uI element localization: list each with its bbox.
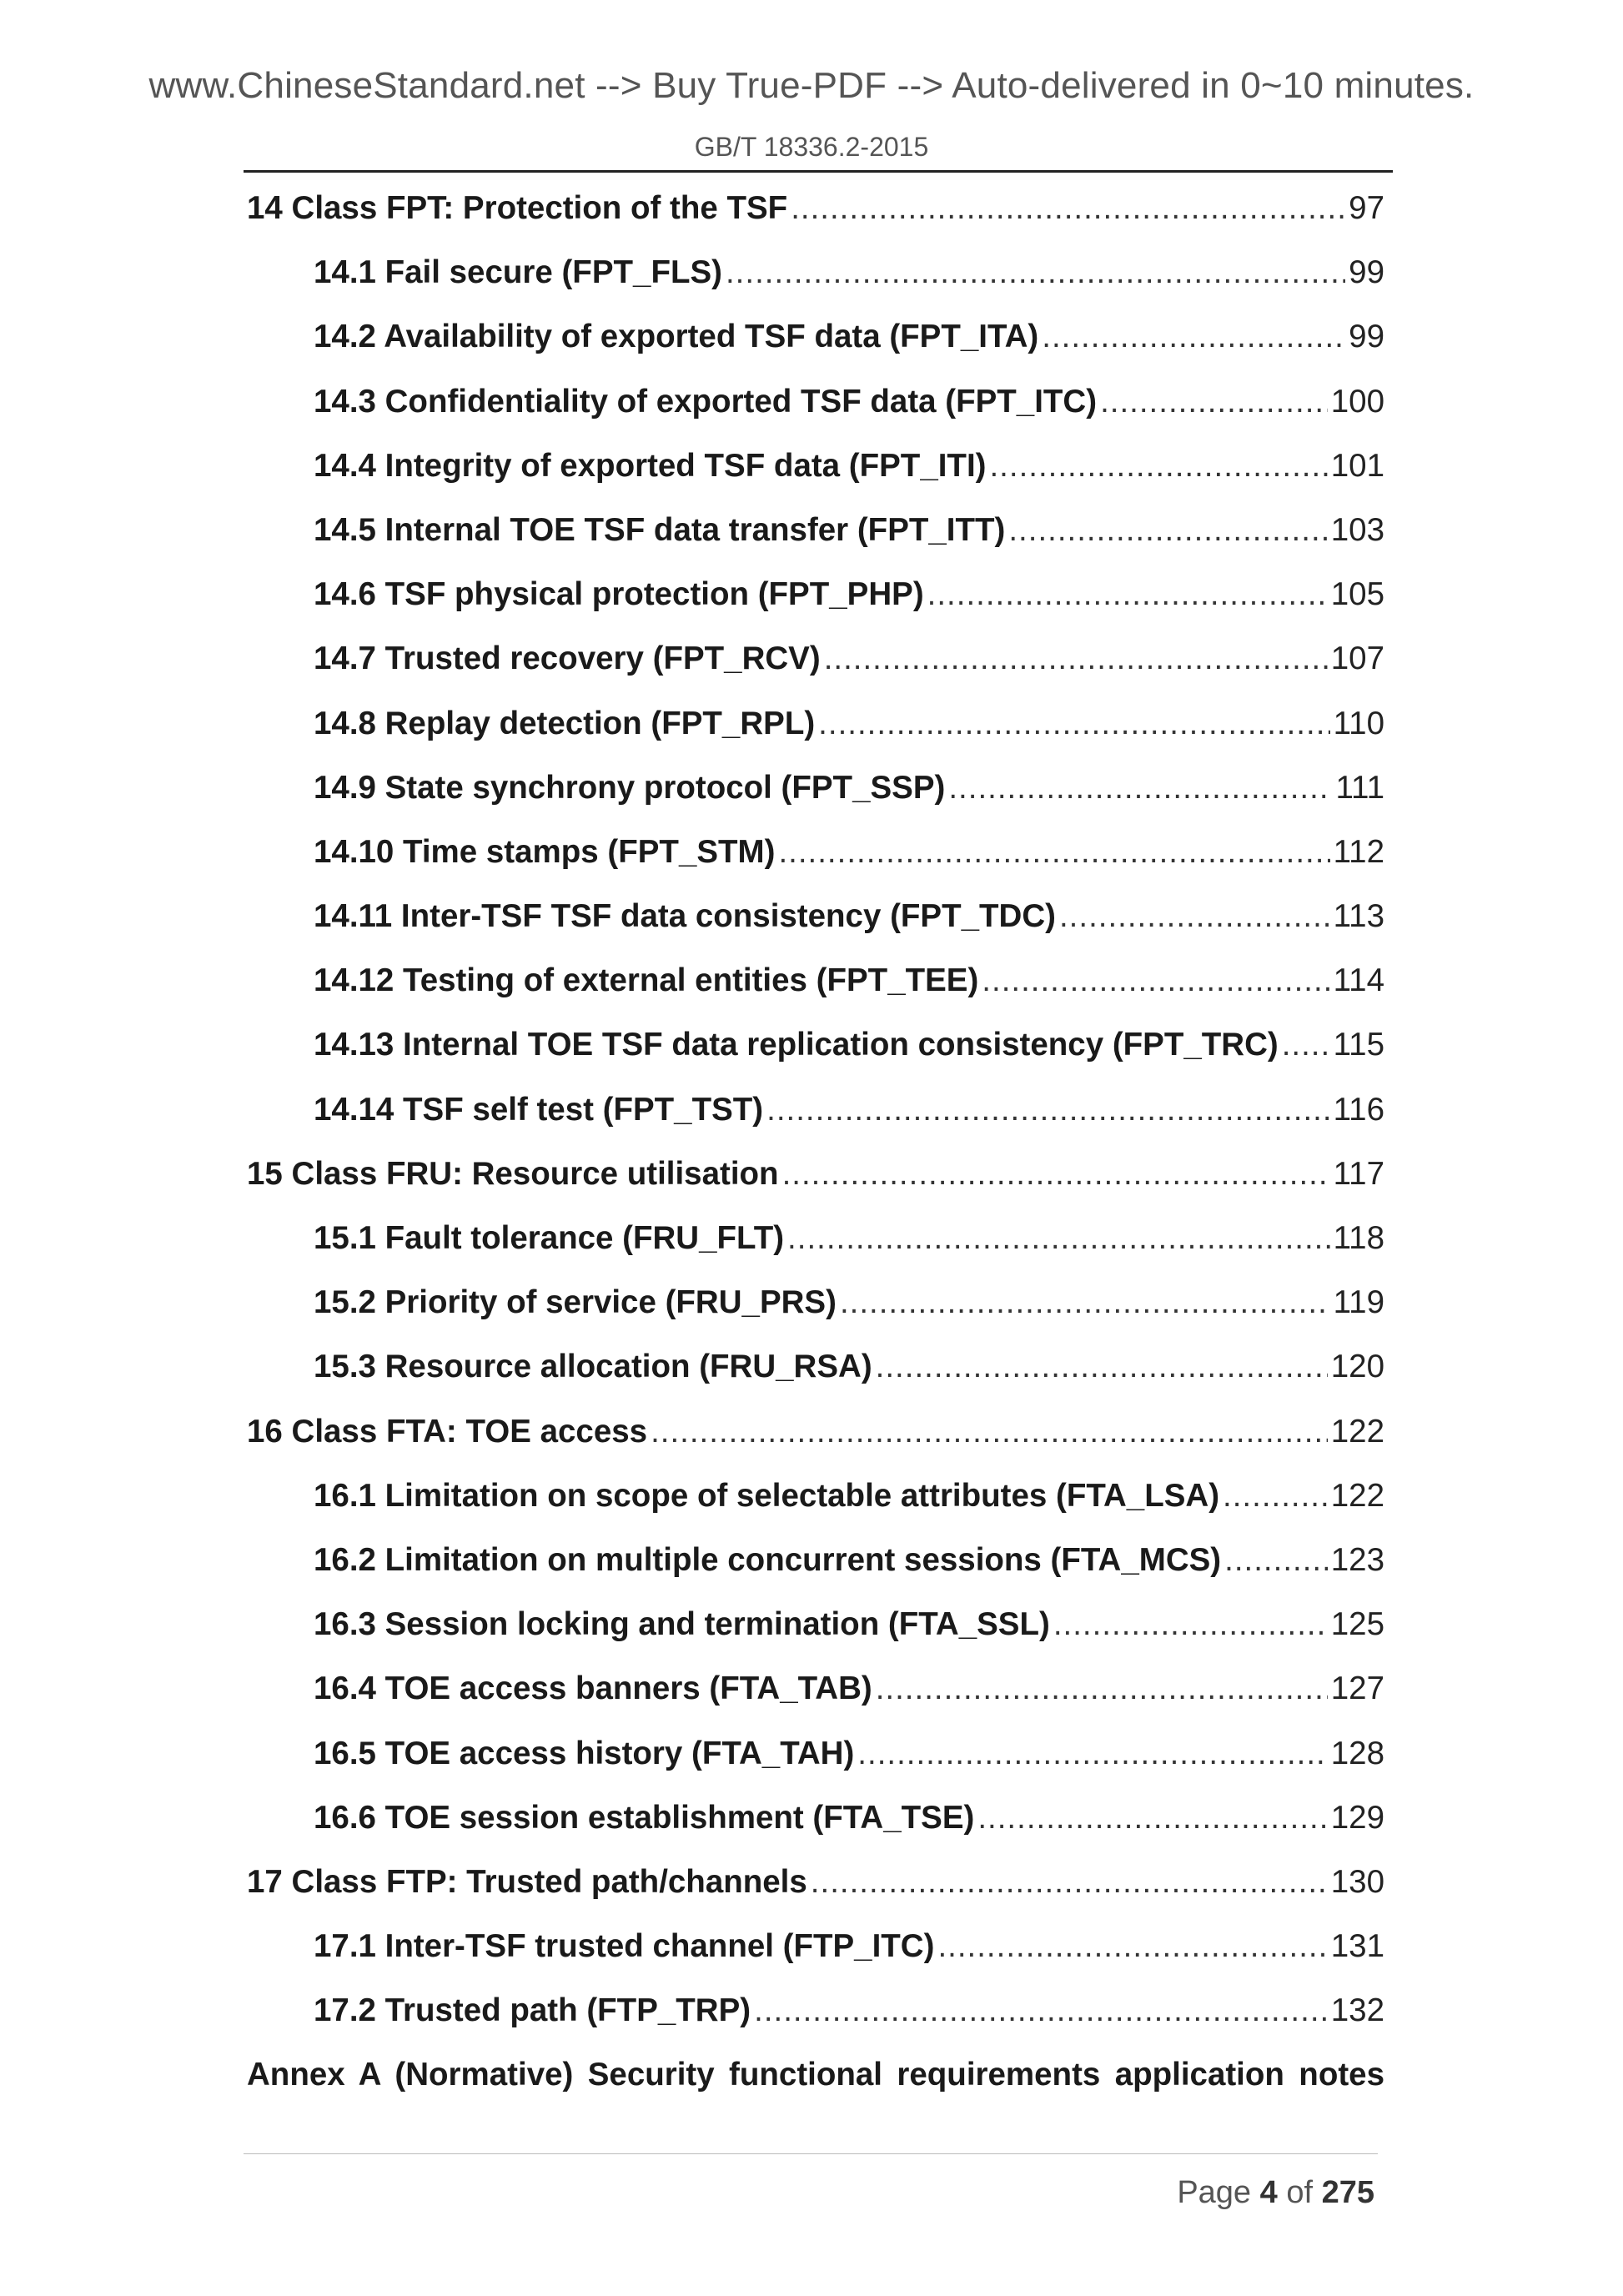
toc-entry[interactable]: [247, 254, 1384, 319]
toc-entry[interactable]: [247, 641, 1384, 705]
toc-entry[interactable]: [247, 190, 1384, 254]
toc-dot-leader: [1042, 319, 1345, 355]
toc-entry-page: 114: [1333, 962, 1384, 999]
toc-entry-page: 130: [1330, 1863, 1384, 1900]
toc-dot-leader: [1059, 898, 1330, 935]
toc-dot-leader: [977, 1800, 1327, 1836]
toc-entry-page: 117: [1333, 1155, 1384, 1192]
toc-dot-leader: [989, 448, 1327, 485]
toc-entry-page: 127: [1330, 1671, 1384, 1707]
toc-entry-page: 129: [1330, 1799, 1384, 1836]
toc-entry[interactable]: [247, 1349, 1384, 1413]
toc-entry[interactable]: [247, 1992, 1384, 2057]
toc-entry[interactable]: [247, 770, 1384, 834]
toc-entry[interactable]: [247, 576, 1384, 641]
of-label: of: [1286, 2175, 1314, 2210]
toc-dot-leader: [824, 641, 1328, 677]
toc-dot-leader: [1223, 1478, 1328, 1515]
toc-entry[interactable]: [247, 1156, 1384, 1220]
toc-entry[interactable]: [247, 962, 1384, 1027]
toc-dot-leader: [754, 1992, 1328, 2029]
toc-entry[interactable]: [247, 1284, 1384, 1349]
toc-entry-title: 16.5 TOE access history (FTA_TAH): [314, 1735, 855, 1771]
toc-entry-title: 14.9 State synchrony protocol (FPT_SSP): [314, 769, 946, 806]
toc-entry-page: 116: [1333, 1091, 1384, 1128]
toc-entry-title: 16 Class FTA: TOE access: [247, 1413, 648, 1449]
toc-entry-page: 122: [1330, 1413, 1384, 1449]
toc-entry-title: 16.3 Session locking and termination (FTA_SSL): [314, 1606, 1050, 1643]
total-pages-number: 275: [1321, 2175, 1374, 2210]
toc-dot-leader: [778, 834, 1329, 871]
toc-entry-title: 14.5 Internal TOE TSF data transfer (FPT_ITT): [314, 511, 1006, 548]
toc-dot-leader: [857, 1736, 1327, 1772]
current-page-number: 4: [1259, 2175, 1278, 2210]
toc-dot-leader: [1224, 1542, 1328, 1579]
toc-entry-page: 107: [1330, 641, 1384, 677]
toc-entry-page: 118: [1333, 1220, 1384, 1256]
toc-dot-leader: [927, 576, 1328, 613]
toc-dot-leader: [782, 1156, 1330, 1193]
toc-entry-title: 16.1 Limitation on scope of selectable attributes (FTA_LSA): [314, 1477, 1220, 1514]
toc-entry-page: 111: [1335, 769, 1384, 806]
toc-entry-page: 113: [1333, 898, 1384, 935]
toc-entry-page: 128: [1330, 1735, 1384, 1771]
footer-divider: [244, 2153, 1378, 2154]
toc-entry-title: 16.2 Limitation on multiple concurrent sessions (FTA_MCS): [314, 1541, 1222, 1578]
toc-dot-leader: [948, 770, 1332, 806]
toc-entry[interactable]: [247, 898, 1384, 962]
toc-dot-leader: [1100, 384, 1328, 420]
toc-entry-title: 14.12 Testing of external entities (FPT_TEE): [314, 962, 979, 999]
toc-entry[interactable]: [247, 448, 1384, 512]
toc-entry[interactable]: [247, 319, 1384, 383]
toc-dot-leader: [876, 1671, 1328, 1707]
toc-entry-page: 123: [1330, 1541, 1384, 1578]
site-banner[interactable]: www.ChineseStandard.net --> Buy True-PDF --> Auto-delivered in 0~10 minutes.: [148, 65, 1475, 106]
toc-entry-title: Annex A (Normative) Security functional requirements application notes: [247, 2057, 1384, 2093]
toc-dot-leader: [1008, 512, 1327, 549]
toc-entry-title: 14.10 Time stamps (FPT_STM): [314, 833, 776, 870]
toc-entry[interactable]: [247, 1671, 1384, 1735]
toc-entry-page: 119: [1333, 1284, 1384, 1321]
toc-entry-title: 14.6 TSF physical protection (FPT_PHP): [314, 576, 924, 613]
toc-entry[interactable]: [247, 512, 1384, 576]
toc-entry-page: 122: [1330, 1477, 1384, 1514]
standard-code: GB/T 18336.2-2015: [694, 132, 929, 162]
toc-entry-page: 97: [1349, 190, 1384, 226]
toc-entry-title: 14.14 TSF self test (FPT_TST): [314, 1091, 764, 1128]
toc-entry-page: 112: [1333, 833, 1384, 870]
toc-entry-title: 14.8 Replay detection (FPT_RPL): [314, 705, 816, 741]
toc-entry-title: 14.3 Confidentiality of exported TSF data (FPT_ITC): [314, 383, 1098, 420]
toc-dot-leader: [651, 1414, 1328, 1450]
toc-entry-title: 14.13 Internal TOE TSF data replication consistency (FPT_TRC): [314, 1027, 1279, 1063]
toc-entry-page: 110: [1333, 705, 1384, 741]
toc-dot-leader: [726, 254, 1345, 291]
toc-entry[interactable]: [247, 1414, 1384, 1478]
toc-dot-leader: [791, 190, 1345, 227]
toc-dot-leader: [811, 1864, 1328, 1901]
toc-entry-title: 16.4 TOE access banners (FTA_TAB): [314, 1671, 872, 1707]
toc-dot-leader: [818, 706, 1329, 742]
toc-entry-title: 14.2 Availability of exported TSF data (FPT_ITA): [314, 319, 1039, 355]
toc-dot-leader: [840, 1284, 1330, 1321]
page-label: Page: [1177, 2175, 1252, 2210]
toc-entry-page: 131: [1330, 1928, 1384, 1965]
toc-entry-title: 14.1 Fail secure (FPT_FLS): [314, 254, 722, 291]
toc-entry[interactable]: [247, 384, 1384, 448]
page-footer: [0, 2175, 1374, 2211]
toc-dot-leader: [937, 1928, 1327, 1965]
toc-dot-leader: [766, 1092, 1329, 1128]
toc-entry[interactable]: [247, 1800, 1384, 1864]
toc-dot-leader: [1053, 1606, 1328, 1643]
toc-dot-leader: [982, 962, 1329, 999]
toc-entry-page: 99: [1349, 254, 1384, 291]
toc-entry-page: 120: [1330, 1349, 1384, 1385]
toc-entry-title: 14 Class FPT: Protection of the TSF: [247, 190, 788, 226]
toc-entry-title: 17 Class FTP: Trusted path/channels: [247, 1863, 807, 1900]
toc-entry-page: 99: [1349, 319, 1384, 355]
toc-entry-title: 14.4 Integrity of exported TSF data (FPT_ITI): [314, 447, 987, 484]
toc-entry-title: 15 Class FRU: Resource utilisation: [247, 1155, 779, 1192]
toc-entry[interactable]: [247, 1027, 1384, 1091]
toc-entry[interactable]: [247, 1092, 1384, 1156]
toc-entry[interactable]: [247, 1220, 1384, 1284]
toc-entry-title: 17.2 Trusted path (FTP_TRP): [314, 1992, 751, 2029]
toc-entry-page: 132: [1330, 1992, 1384, 2029]
toc-entry-page: 105: [1330, 576, 1384, 613]
toc-entry-title: 16.6 TOE session establishment (FTA_TSE): [314, 1799, 975, 1836]
header-divider: [244, 170, 1393, 173]
toc-entry-title: 14.11 Inter-TSF TSF data consistency (FPT_TDC): [314, 898, 1056, 935]
toc-entry[interactable]: [247, 834, 1384, 898]
toc-entry-page: 115: [1333, 1027, 1384, 1063]
table-of-contents: [247, 190, 1384, 2122]
toc-entry[interactable]: [247, 1736, 1384, 1800]
toc-dot-leader: [876, 1349, 1328, 1385]
toc-entry[interactable]: [247, 1606, 1384, 1671]
toc-entry[interactable]: [247, 2057, 1384, 2121]
toc-entry-page: 101: [1330, 447, 1384, 484]
toc-entry-page: 125: [1330, 1606, 1384, 1643]
toc-entry[interactable]: [247, 1478, 1384, 1542]
toc-entry[interactable]: [247, 1542, 1384, 1606]
toc-dot-leader: [787, 1220, 1330, 1257]
toc-entry-title: 15.2 Priority of service (FRU_PRS): [314, 1284, 837, 1321]
toc-entry-title: 14.7 Trusted recovery (FPT_RCV): [314, 641, 821, 677]
toc-entry[interactable]: [247, 1928, 1384, 1992]
toc-entry-page: 100: [1330, 383, 1384, 420]
toc-entry-page: 103: [1330, 511, 1384, 548]
toc-entry-title: 15.3 Resource allocation (FRU_RSA): [314, 1349, 872, 1385]
toc-entry[interactable]: [247, 706, 1384, 770]
toc-entry-title: 17.1 Inter-TSF trusted channel (FTP_ITC): [314, 1928, 935, 1965]
toc-entry-title: 15.1 Fault tolerance (FRU_FLT): [314, 1220, 785, 1256]
toc-dot-leader: [1282, 1027, 1330, 1063]
toc-entry[interactable]: [247, 1864, 1384, 1928]
